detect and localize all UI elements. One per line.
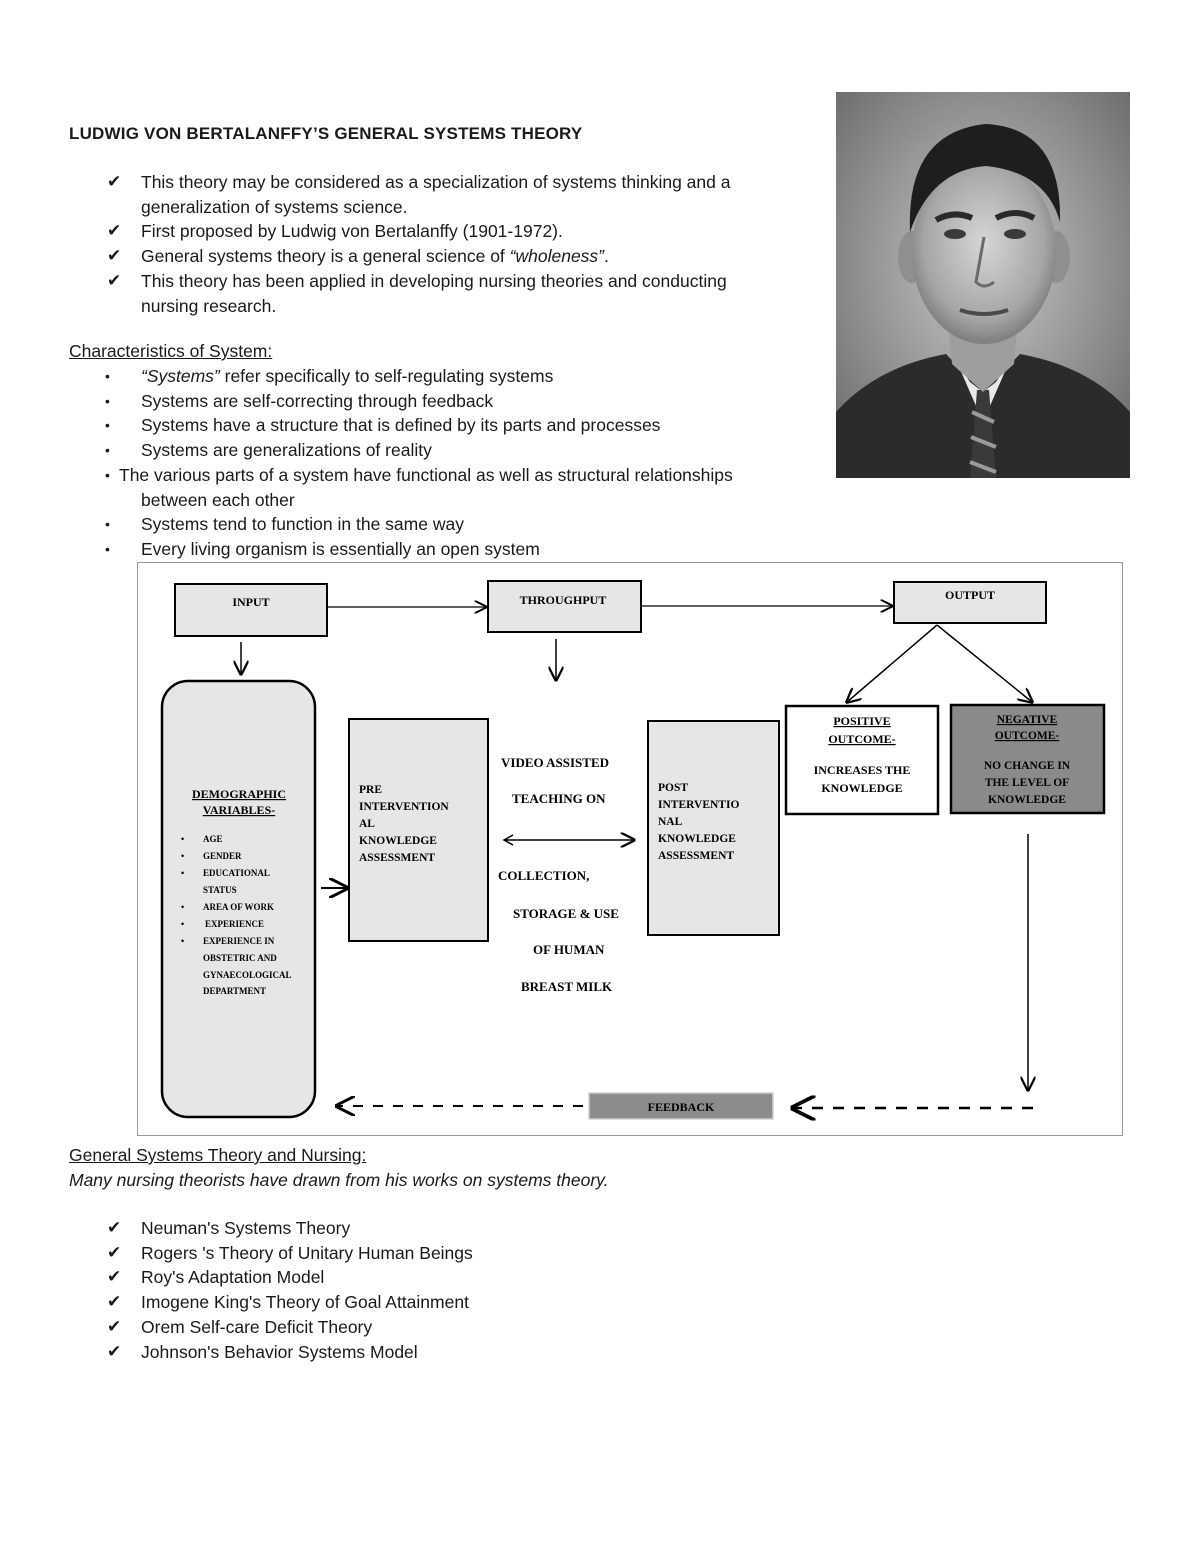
bullet-icon: • [181, 936, 185, 946]
list-item: ✔ Rogers 's Theory of Unitary Human Beings [69, 1241, 819, 1266]
positive-title: POSITIVE [833, 714, 891, 728]
demographic-title: VARIABLES- [202, 803, 276, 817]
bullet-icon: • [105, 516, 110, 533]
demographic-item: DEPARTMENT [203, 986, 267, 996]
middle-text: TEACHING ON [512, 791, 606, 806]
demographic-item: OBSTETRIC AND [203, 953, 277, 963]
list-item: • Systems tend to function in the same way [69, 512, 829, 537]
pre-label: ASSESSMENT [359, 852, 436, 864]
list-item: • The various parts of a system have functional as well as structural relationships between each other [105, 464, 733, 510]
bullet-icon: • [105, 392, 110, 409]
portrait-photo [836, 92, 1130, 478]
bullet-icon: • [105, 368, 110, 384]
bullet-icon: • [181, 834, 185, 844]
throughput-label: THROUGHPUT [519, 593, 607, 607]
pre-intervention-box [349, 719, 488, 941]
demographic-item: EXPERIENCE IN [203, 936, 275, 946]
post-label: ASSESSMENT [658, 850, 735, 862]
check-mark-icon: ✔ [107, 1316, 122, 1336]
characteristics-list [69, 364, 829, 562]
demographic-item: EDUCATIONAL [203, 868, 270, 878]
middle-text: VIDEO ASSISTED [501, 755, 610, 770]
demographic-item: AREA OF WORK [203, 902, 275, 912]
check-mark-icon: ✔ [107, 1218, 122, 1237]
page-title: LUDWIG VON BERTALANFFY’S GENERAL SYSTEMS THEORY [69, 124, 583, 143]
demographic-item: AGE [203, 834, 223, 844]
pre-label: KNOWLEDGE [359, 835, 437, 847]
positive-title: OUTCOME- [828, 732, 896, 746]
middle-text: BREAST MILK [521, 979, 613, 994]
check-mark-icon: ✔ [107, 1341, 122, 1361]
bullet-icon: • [105, 417, 110, 434]
check-mark-icon: ✔ [107, 270, 122, 290]
negative-title: NEGATIVE [996, 714, 1058, 726]
list-item: ✔ Neuman's Systems Theory [69, 1216, 819, 1241]
pre-label: AL [359, 818, 375, 830]
post-label: INTERVENTIO [658, 799, 740, 811]
nursing-heading: General Systems Theory and Nursing: [69, 1145, 367, 1165]
check-mark-icon: ✔ [107, 172, 122, 191]
list-item: ✔ General systems theory is a general science of “wholeness”. [69, 244, 819, 269]
systems-diagram [137, 562, 1123, 1136]
list-item: ✔ Orem Self-care Deficit Theory [69, 1315, 819, 1340]
bullet-icon: • [105, 466, 110, 483]
intro-points-list [69, 170, 819, 318]
demographic-item: EXPERIENCE [205, 919, 265, 929]
input-label: INPUT [232, 595, 270, 609]
demographic-box [162, 681, 315, 1117]
negative-text: KNOWLEDGE [988, 794, 1066, 806]
demographic-item: GYNAECOLOGICAL [203, 970, 292, 980]
check-mark-icon: ✔ [107, 246, 122, 266]
check-mark-icon: ✔ [107, 1267, 122, 1287]
nursing-note: Many nursing theorists have drawn from his works on systems theory. [69, 1170, 609, 1190]
nursing-theories-list [69, 1216, 819, 1364]
input-box [175, 584, 327, 636]
positive-text: INCREASES THE [813, 763, 911, 777]
list-item: • “Systems” refer specifically to self-regulating systems [69, 364, 829, 389]
demographic-item: GENDER [203, 851, 242, 861]
negative-title: OUTCOME- [994, 730, 1060, 742]
list-item: ✔ This theory may be considered as a specialization of systems thinking and a generalization of systems science. [107, 172, 731, 217]
pre-label: PRE [359, 784, 382, 796]
pre-label: INTERVENTION [359, 801, 449, 813]
feedback-label: FEEDBACK [647, 1100, 715, 1114]
demographic-title: DEMOGRAPHIC [192, 787, 286, 801]
middle-text: COLLECTION, [498, 868, 590, 883]
bullet-icon: • [181, 919, 185, 929]
list-item: ✔ Roy's Adaptation Model [69, 1265, 819, 1290]
list-item: ✔ This theory has been applied in developing nursing theories and conducting nursing research. [107, 270, 727, 316]
post-label: KNOWLEDGE [658, 833, 736, 845]
characteristics-heading: Characteristics of System: [69, 341, 273, 361]
list-item: ✔ First proposed by Ludwig von Bertalanffy (1901-1972). [69, 219, 819, 244]
list-item: • Systems are self-correcting through feedback [69, 389, 829, 414]
check-mark-icon: ✔ [107, 1292, 122, 1312]
demographic-item: STATUS [203, 885, 237, 895]
list-item: ✔ Johnson's Behavior Systems Model [69, 1340, 819, 1365]
list-item: • Systems are generalizations of reality [69, 438, 829, 463]
bullet-icon: • [181, 851, 185, 861]
post-label: NAL [658, 816, 683, 828]
bullet-icon: • [105, 442, 110, 459]
positive-text: KNOWLEDGE [821, 781, 903, 795]
list-item: • Systems have a structure that is defined by its parts and processes [69, 413, 829, 438]
middle-text: STORAGE & USE [513, 906, 619, 921]
output-label: OUTPUT [944, 588, 996, 602]
list-item: • Every living organism is essentially an open system [69, 537, 829, 562]
check-mark-icon: ✔ [107, 1242, 122, 1262]
post-label: POST [658, 782, 689, 794]
bullet-icon: • [181, 902, 185, 912]
bullet-icon: • [181, 868, 185, 878]
post-intervention-box [648, 721, 779, 935]
list-item: ✔ Imogene King's Theory of Goal Attainment [69, 1290, 819, 1315]
negative-text: THE LEVEL OF [984, 777, 1070, 789]
middle-text: OF HUMAN [533, 942, 605, 957]
bullet-icon: • [105, 540, 110, 557]
check-mark-icon: ✔ [107, 221, 122, 241]
negative-text: NO CHANGE IN [983, 760, 1071, 772]
